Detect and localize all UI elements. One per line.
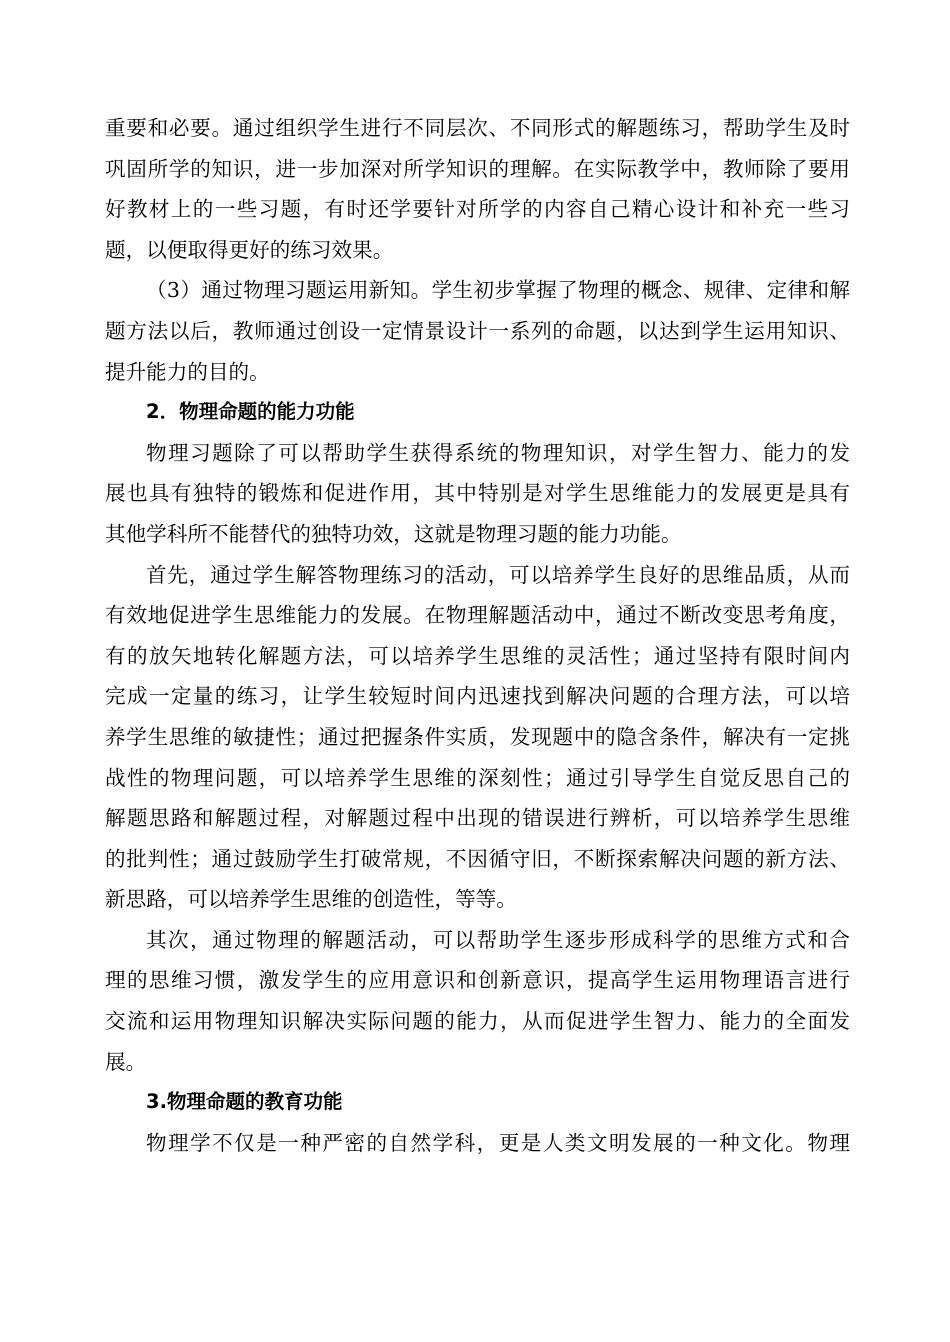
paragraph-line: 物理习题除了可以帮助学生获得系统的物理知识，对学生智力、能力的发 xyxy=(146,440,850,465)
paragraph-line: 理的思维习惯，激发学生的应用意识和创新意识，提高学生运用物理语言进行 xyxy=(105,968,850,993)
paragraph-line: 好教材上的一些习题，有时还学要针对所学的内容自己精心设计和补充一些习 xyxy=(105,197,850,222)
paragraph-line: 展也具有独特的锻炼和促进作用，其中特别是对学生思维能力的发展更是具有 xyxy=(105,481,850,506)
document-body xyxy=(105,108,850,1163)
paragraph-line: 其他学科所不能替代的独特功效，这就是物理习题的能力功能。 xyxy=(105,521,682,546)
paragraph-line: 提升能力的目的。 xyxy=(105,359,270,384)
paragraph-line: 重要和必要。通过组织学生进行不同层次、不同形式的解题练习，帮助学生及时 xyxy=(105,116,850,140)
paragraph-line: 的批判性；通过鼓励学生打破常规，不因循守旧，不断探索解决问题的新方法、 xyxy=(105,846,850,871)
section-heading: 3.物理命题的教育功能 xyxy=(146,1090,343,1114)
paragraph-line: 有效地促进学生思维能力的发展。在物理解题活动中，通过不断改变思考角度， xyxy=(105,603,850,628)
paragraph-line: 题，以便取得更好的练习效果。 xyxy=(105,237,394,262)
paragraph-line: 有的放矢地转化解题方法，可以培养学生思维的灵活性；通过坚持有限时间内 xyxy=(105,643,850,668)
paragraph-line: 新思路，可以培养学生思维的创造性，等等。 xyxy=(105,887,517,912)
paragraph-line: 首先，通过学生解答物理练习的活动，可以培养学生良好的思维品质，从而 xyxy=(146,562,850,587)
paragraph-line: 题方法以后，教师通过创设一定情景设计一系列的命题，以达到学生运用知识、 xyxy=(105,318,850,343)
paragraph-line: 展。 xyxy=(105,1049,147,1074)
paragraph-line: 战性的物理问题，可以培养学生思维的深刻性；通过引导学生自觉反思自己的 xyxy=(105,765,850,790)
paragraph-line: 其次，通过物理的解题活动，可以帮助学生逐步形成科学的思维方式和合 xyxy=(146,927,850,952)
paragraph-line: 巩固所学的知识，进一步加深对所学知识的理解。在实际教学中，教师除了要用 xyxy=(105,156,850,181)
paragraph-line: 物理学不仅是一种严密的自然学科，更是人类文明发展的一种文化。物理 xyxy=(146,1130,850,1155)
paragraph-line: 养学生思维的敏捷性；通过把握条件实质，发现题中的隐含条件，解决有一定挑 xyxy=(105,724,850,749)
paragraph-line: （3）通过物理习题运用新知。学生初步掌握了物理的概念、规律、定律和解 xyxy=(146,278,850,303)
section-heading: 2．物理命题的能力功能 xyxy=(146,400,355,424)
paragraph-line: 解题思路和解题过程，对解题过程中出现的错误进行辨析，可以培养学生思维 xyxy=(105,806,850,831)
paragraph-line: 交流和运用物理知识解决实际问题的能力，从而促进学生智力、能力的全面发 xyxy=(105,1009,850,1034)
paragraph-line: 完成一定量的练习，让学生较短时间内迅速找到解决问题的合理方法，可以培 xyxy=(105,684,850,709)
